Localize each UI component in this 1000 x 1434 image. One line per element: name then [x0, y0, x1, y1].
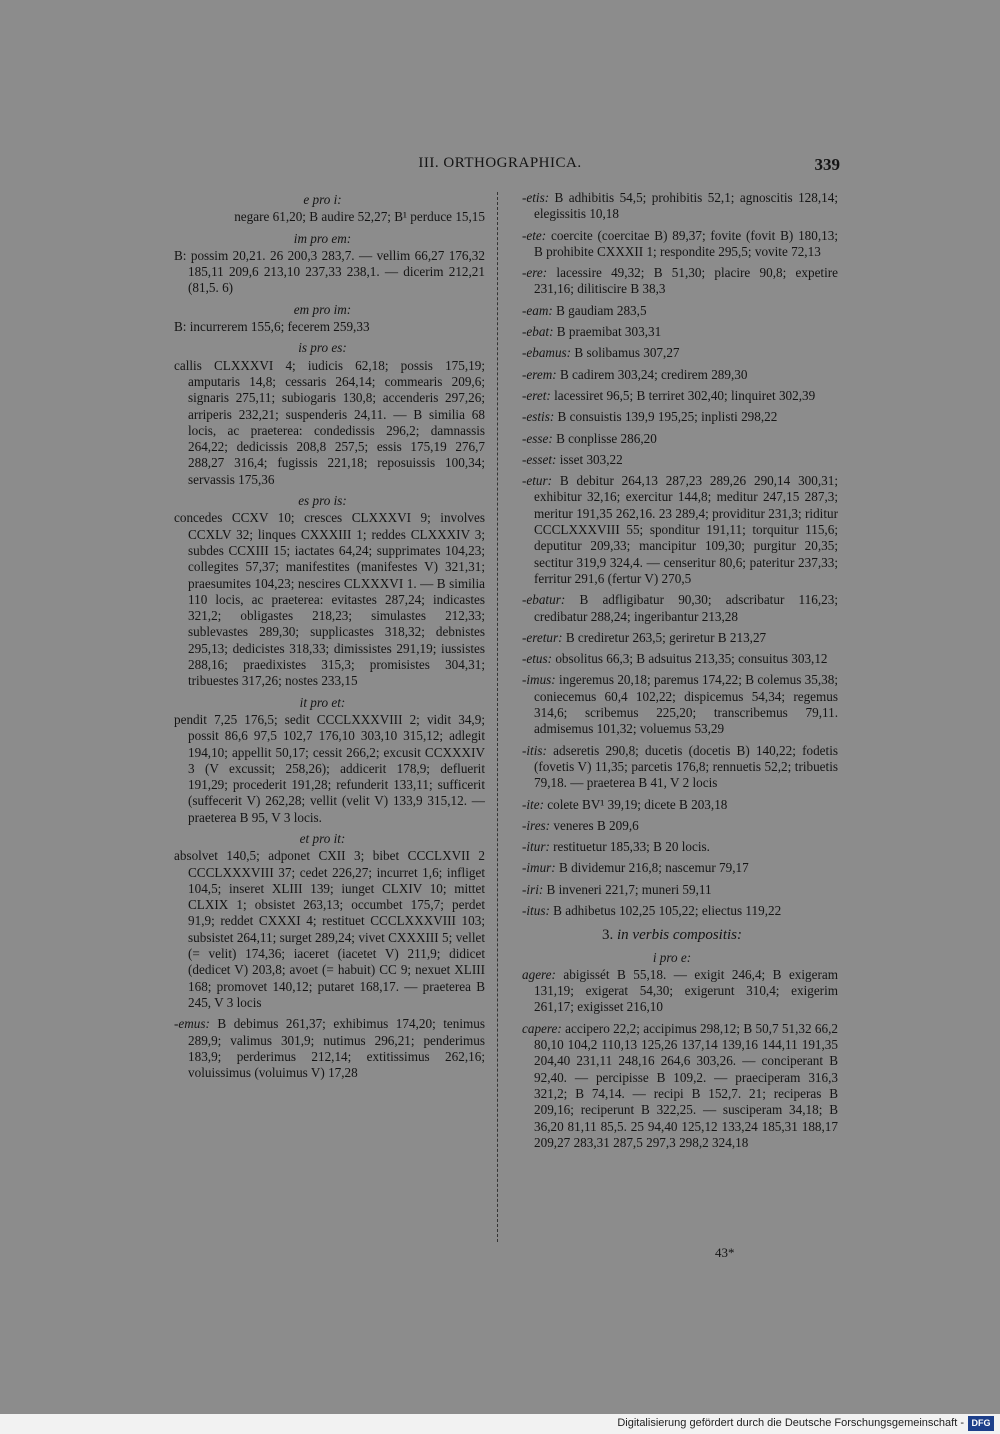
left-section-heading: e pro i:	[303, 192, 342, 207]
digitization-credit: Digitalisierung gefördert durch die Deutsche Forschungsgemeinschaft -	[617, 1417, 964, 1429]
entry-lemma: -ebamus:	[522, 345, 572, 361]
right-entry	[506, 345, 838, 361]
page-number: 339	[814, 155, 840, 174]
entry-text: ingeremus 20,18; paremus 174,22; B colemus 35,38; coniecemus 60,4 102,22; dispicemus 54,34; regemus 314,6; scribemus 225,20; transcribemus 79,11. admisemus 101,32; voluemus 53,29	[534, 672, 839, 737]
entry-lemma: -estis:	[522, 409, 555, 425]
entry-lemma: -erem:	[522, 366, 557, 382]
entry-lemma: agere:	[522, 966, 556, 982]
right-entry	[506, 324, 838, 340]
signature-mark: 43*	[715, 1245, 735, 1260]
entry-text: abigissét B 55,18. — exigit 246,4; B exigeram 131,19; exigerat 54,30; exigerunt 310,4; exigerim 261,17; exigisset 216,10	[534, 966, 839, 1015]
entry-text: B solibamus 307,27	[574, 345, 680, 361]
right-column	[506, 190, 838, 1156]
entry-text: adseretis 290,8; ducetis (docetis B) 140,22; fodetis (fovetis V) 11,35; parcetis 176,8; rennuetis 52,2; tribuetis 79,18. — praeterea B 41, V 2 locis	[534, 742, 838, 791]
right-entry	[506, 1021, 838, 1151]
left-entry	[160, 248, 485, 297]
right-entry	[506, 630, 838, 646]
left-entry	[160, 319, 485, 335]
right-entry	[506, 452, 838, 468]
left-entry	[160, 510, 485, 689]
right-entry	[506, 839, 838, 855]
left-entry	[160, 712, 485, 826]
entry-lemma: -etur:	[522, 473, 553, 489]
right-entry	[506, 672, 838, 737]
right-entry	[506, 431, 838, 447]
entry-lemma: capere:	[522, 1020, 562, 1036]
entry-lemma: -ere:	[522, 265, 548, 281]
right-entry	[506, 882, 838, 898]
left-entry: negare 61,20; B audire 52,27; B¹ perduce 15,15	[234, 209, 485, 225]
entry-text: B consuistis 139,9 195,25; inplisti 298,22	[557, 409, 778, 425]
entry-text: B debitur 264,13 287,23 289,26 290,14 300,31; exhibitur 32,16; exercitur 144,8; meditur 247,15 287,3; meritur 191,35 262,16. 23 289,4; providitur 231,3; riditur CCCLXXXVIII 55; sponditur 191,11; torquitur 115,6; deputitur 209,33; mancipitur 109,30; purgitur 20,35; sectitur 319,9 324,4. — censeritur 80,6; pateritur 237,33; ferritur 291,6 (fertur V) 270,5	[534, 473, 838, 586]
right-entry	[506, 592, 838, 625]
entry-text: callis CLXXXVI 4; iudicis 62,18; possis 175,19; amputaris 14,8; cessaris 264,14; commearis 209,6; signaris 275,11; subiogaris 130,8; accenderis 297,26; arriperis 232,21; suspenderis 24,11. — B similia 68 locis, ac praeterea: condedissis 296,2; damnassis 264,22; dedicissis 208,8 257,5; essis 175,19 276,7 288,27 316,4; fugissis 221,18; reposuissis 100,34; servassis 175,36	[174, 357, 485, 487]
entry-text: B: possim 20,21. 26 200,3 283,7. — vellim 66,27 176,32 185,11 209,6 213,10 237,33 238,1. — dicerim 212,21 (81,5. 6)	[174, 247, 485, 296]
entry-text: lacessiret 96,5; B terriret 302,40; linquiret 302,39	[554, 387, 816, 403]
entry-lemma: -itur:	[522, 839, 550, 855]
entry-text: B debimus 261,37; exhibimus 174,20; tenimus 289,9; valimus 301,9; nutimus 296,21; penderimus 183,9; perderimus 212,14; extitissimus 262,16; voluissimus (voluimus V) 17,28	[188, 1016, 485, 1081]
entry-text: B gaudiam 283,5	[556, 302, 647, 318]
left-section-heading: im pro em:	[293, 230, 352, 246]
left-entry	[160, 1016, 485, 1081]
right-entry	[506, 797, 838, 813]
entry-text: isset 303,22	[559, 451, 623, 467]
entry-text: coercite (coercitae B) 89,37; fovite (fovit B) 180,13; B prohibite CXXXII 1; respondite 295,5; vovite 72,13	[534, 227, 838, 259]
entry-text: B adhibetus 102,25 105,22; eliectus 119,22	[553, 902, 782, 918]
left-section-heading: et pro it:	[299, 830, 346, 846]
left-entry	[160, 848, 485, 1011]
dfg-logo: DFG	[968, 1416, 994, 1431]
right-entry	[506, 367, 838, 383]
right-major-heading	[506, 927, 838, 943]
right-entry	[506, 265, 838, 298]
right-entry	[506, 818, 838, 834]
entry-lemma: -ite:	[522, 796, 544, 812]
entry-lemma: -ires:	[522, 817, 551, 833]
entry-text: B adfligibatur 90,30; adscribatur 116,23; credibatur 288,24; ingeribantur 213,28	[534, 592, 838, 624]
right-entry	[506, 473, 838, 587]
entry-lemma: -etus:	[522, 651, 553, 667]
entry-lemma: -emus:	[174, 1016, 210, 1032]
entry-text: B conplisse 286,20	[556, 430, 657, 446]
footer-bar	[0, 1414, 1000, 1434]
entry-text: colete BV¹ 39,19; dicete B 203,18	[547, 796, 728, 812]
entry-text: B inveneri 221,7; muneri 59,11	[546, 881, 712, 897]
entry-text: lacessire 49,32; B 51,30; placire 90,8; expetire 231,16; dilitiscire B 38,3	[534, 265, 839, 297]
left-section-heading: is pro es:	[298, 340, 347, 356]
entry-text: accipero 22,2; accipimus 298,12; B 50,7 51,32 66,2 80,10 104,2 110,13 125,26 137,14 139,16 144,11 191,35 204,40 231,11 248,16 264,6 303,26. — conciperant B 92,40. — percipisse B 109,2. — praeciperam 316,3 321,2; B 74,14. — recipi B 152,7. 21; reciperas B 209,16; reciperunt B 322,25. — susciperam 34,18; B 36,20 81,11 85,5. 25 94,40 125,12 133,24 185,31 188,17 209,27 283,31 287,5 297,3 298,2 324,18	[534, 1020, 839, 1150]
entry-text: pendit 7,25 176,5; sedit CCCLXXXVIII 2; vidit 34,9; possit 86,6 97,5 102,7 176,10 303,10 315,12; adlegit 194,10; appellit 50,17; cessit 266,2; excusit CCXXXIV 3 (V excussit; 258,26); addicerit 178,9; defluerit 191,29; procederit 191,28; refunderit 133,11; sufficerit (suffecerit V) 262,28; vellit (velit V) 133,9 315,12. — praeterea B 95, V 3 locis.	[174, 711, 485, 825]
left-section-heading: es pro is:	[298, 493, 347, 509]
entry-text: B cadirem 303,24; credirem 289,30	[559, 366, 748, 382]
left-entry	[160, 358, 485, 488]
entry-text: B crediretur 263,5; geriretur B 213,27	[565, 629, 767, 645]
entry-lemma: -esset:	[522, 451, 557, 467]
left-column	[160, 190, 485, 1086]
entry-text: restituetur 185,33; B 20 locis.	[553, 839, 710, 855]
right-entry	[506, 860, 838, 876]
entry-lemma: -esse:	[522, 430, 553, 446]
entry-lemma: -ete:	[522, 227, 547, 243]
heading-number: 3.	[602, 927, 614, 944]
right-entry	[506, 409, 838, 425]
entry-text: B: incurrerem 155,6; fecerem 259,33	[174, 319, 370, 335]
entry-lemma: -eret:	[522, 387, 551, 403]
entry-text: concedes CCXV 10; cresces CLXXXVI 9; involves CCXLV 32; linques CXXXIII 1; reddes CLXXXIV 3; subdes CCXIII 15; iactates 64,24; supprimates 104,23; collegites 57,37; manifestites (manifestes V) 321,31; praesumites 104,23; nescires CLXXXVI 1. — B similia 110 locis, ac praeterea: evitastes 287,24; indicastes 321,2; obligastes 218,23; simulastes 212,33; sublevastes 289,30; supplicastes 318,32; debnistes 295,13; dedicistes 318,33; dimissistes 291,19; iussistes 288,16; praedixistes 315,3; promisistes 304,31; tribuestes 317,26; nostes 233,15	[174, 510, 485, 689]
entry-lemma: -eretur:	[522, 629, 563, 645]
running-head: III. ORTHOGRAPHICA.	[418, 155, 582, 171]
right-entry	[506, 228, 838, 261]
entry-lemma: -eam:	[522, 302, 553, 318]
entry-text: veneres B 209,6	[553, 817, 639, 833]
column-divider	[497, 192, 498, 1242]
right-entry	[506, 388, 838, 404]
entry-text: B dividemur 216,8; nascemur 79,17	[559, 860, 749, 876]
right-entry	[506, 743, 838, 792]
entry-lemma: -ebatur:	[522, 592, 566, 608]
entry-lemma: -ebat:	[522, 324, 554, 340]
entry-text: B praemibat 303,31	[556, 324, 662, 340]
entry-lemma: -iri:	[522, 881, 544, 897]
entry-text: obsolitus 66,3; B adsuitus 213,35; consuitus 303,12	[555, 651, 828, 667]
right-section-heading: i pro e:	[652, 949, 692, 965]
right-entry	[506, 903, 838, 919]
entry-lemma: -imur:	[522, 860, 556, 876]
left-section-heading: it pro et:	[299, 694, 346, 710]
heading-text: in verbis compositis:	[617, 927, 742, 944]
left-section-heading: em pro im:	[293, 301, 352, 317]
entry-lemma: -etis:	[522, 190, 550, 205]
entry-text: B adhibitis 54,5; prohibitis 52,1; agnoscitis 128,14; elegissitis 10,18	[534, 190, 838, 222]
right-entry	[506, 651, 838, 667]
entry-text: absolvet 140,5; adponet CXII 3; bibet CCCLXVII 2 CCCLXXXVIII 37; cedet 226,27; incurret 1,6; infliget 104,5; inseret XLIII 139; iunget CLXIV 10; mittet CLXIX 1; obsistet 263,13; occumbet 175,7; perdet 91,9; reddet CXXXI 4; restituet CCCLXXXVIII 103; subsistet 264,11; surget 289,24; vivet CXXXIII 5; vellet (= velit) 174,36; iaceret (iacetet V) 211,9; didicet (dedicet V) 203,8; avoet (= habuit) CC 9; nexuet XLIII 168; promovet 140,12; putaret 168,17. — praeterea B 245, V 3 locis	[174, 848, 485, 1010]
right-entry	[506, 967, 838, 1016]
right-entry	[506, 303, 838, 319]
entry-lemma: -itis:	[522, 742, 547, 758]
right-entry	[506, 190, 838, 223]
entry-lemma: -imus:	[522, 672, 556, 688]
entry-lemma: -itus:	[522, 902, 550, 918]
